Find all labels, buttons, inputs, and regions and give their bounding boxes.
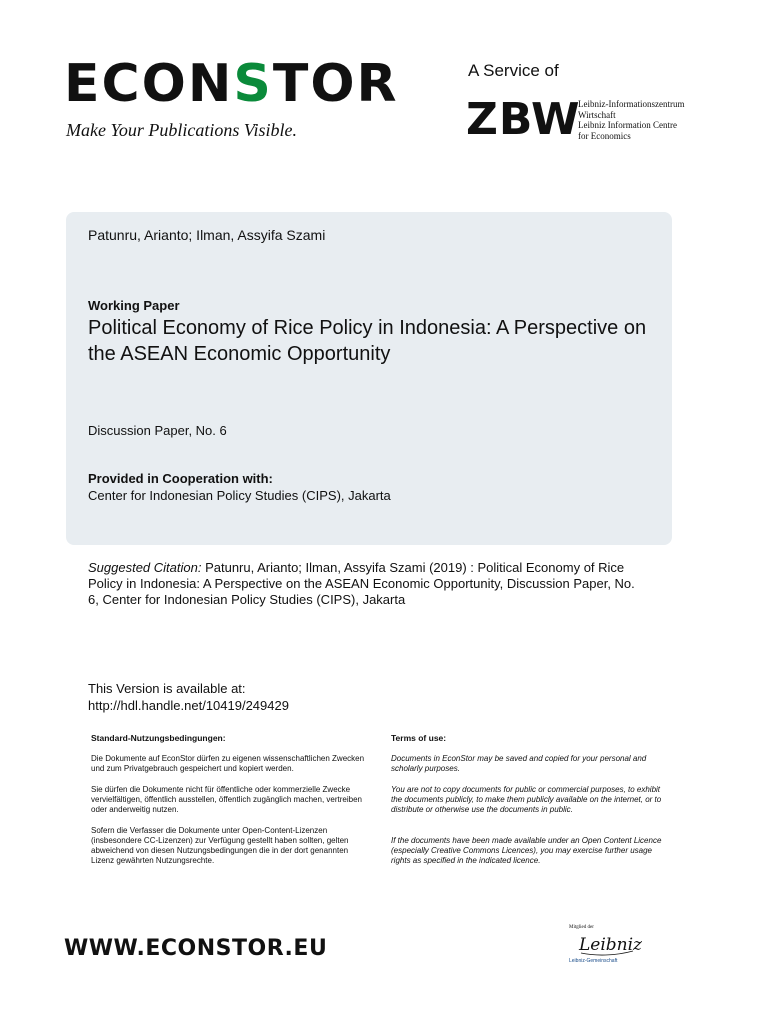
terms-en-heading: Terms of use: [391,733,447,743]
zbw-institution-name: Leibniz-Informationszentrum Wirtschaft Leibniz Information Centre for Economics [578,99,685,141]
leibniz-member-label: Mitglied der [569,925,594,930]
citation-label: Suggested Citation: [88,560,202,575]
terms-de-paragraph-1: Die Dokumente auf EconStor dürfen zu eigenen wissenschaftlichen Zwecken und zum Privatgebrauch gespeichert und kopiert werden. [91,754,365,773]
authors: Patunru, Arianto; Ilman, Assyifa Szami [88,227,326,243]
suggested-citation [88,560,648,608]
cooperation-institution: Center for Indonesian Policy Studies (CIPS), Jakarta [88,488,391,503]
document-type: Working Paper [88,298,180,313]
leibniz-gemeinschaft-label: Leibniz-Gemeinschaft [569,958,618,964]
logo-accent-letter: S [233,54,273,114]
terms-en-paragraph-2: You are not to copy documents for public or commercial purposes, to exhibit the documents publicly, to make them publicly available on the internet, or to distribute or otherwise use the documents in public. [391,785,662,814]
terms-de-paragraph-2: Sie dürfen die Dokumente nicht für öffentliche oder kommerzielle Zwecke vervielfältigen, öffentlich ausstellen, öffentlich zugänglich machen, vertreiben oder anderweitig nutzen. [91,785,362,814]
document-title: Political Economy of Rice Policy in Indonesia: A Perspective on the ASEAN Economic Opportunity [88,317,647,365]
terms-de-heading: Standard-Nutzungsbedingungen: [91,733,226,743]
series: Discussion Paper, No. 6 [88,423,227,438]
tagline: Make Your Publications Visible. [66,120,297,140]
handle-link[interactable]: http://hdl.handle.net/10419/249429 [88,698,289,713]
leibniz-signature: Leibniz [579,935,643,955]
leibniz-logo [565,920,645,972]
terms-en-paragraph-3: If the documents have been made available under an Open Content Licence (especially Creative Commons Licences), you may exercise further usage rights as specified in the indicated licence. [391,836,662,865]
econstor-url[interactable]: WWW.ECONSTOR.EU [64,936,328,961]
econstor-logo: ECONSTOR [64,54,399,114]
citation-text: Patunru, Arianto; Ilman, Assyifa Szami (2019) : Political Economy of Rice Policy in Indonesia: A Perspective on the ASEAN Economic Opportunity, Discussion Paper, No. 6, Center for Indonesian Policy Studies (CIPS), Jakarta [88,560,635,607]
terms-en-paragraph-1: Documents in EconStor may be saved and copied for your personal and scholarly purposes. [391,754,647,773]
cooperation-label: Provided in Cooperation with: [88,471,273,486]
service-label: A Service of [468,61,559,80]
availability-label: This Version is available at: [88,681,246,696]
terms-de-paragraph-3: Sofern die Verfasser die Dokumente unter Open-Content-Lizenzen (insbesondere CC-Lizenzen) zur Verfügung gestellt haben sollten, gelten abweichend von diesen Nutzungsbedingungen die in der dort genannten Lizenz gewährten Nutzungsrechte. [91,826,349,865]
zbw-logo: ZBW [466,94,581,145]
